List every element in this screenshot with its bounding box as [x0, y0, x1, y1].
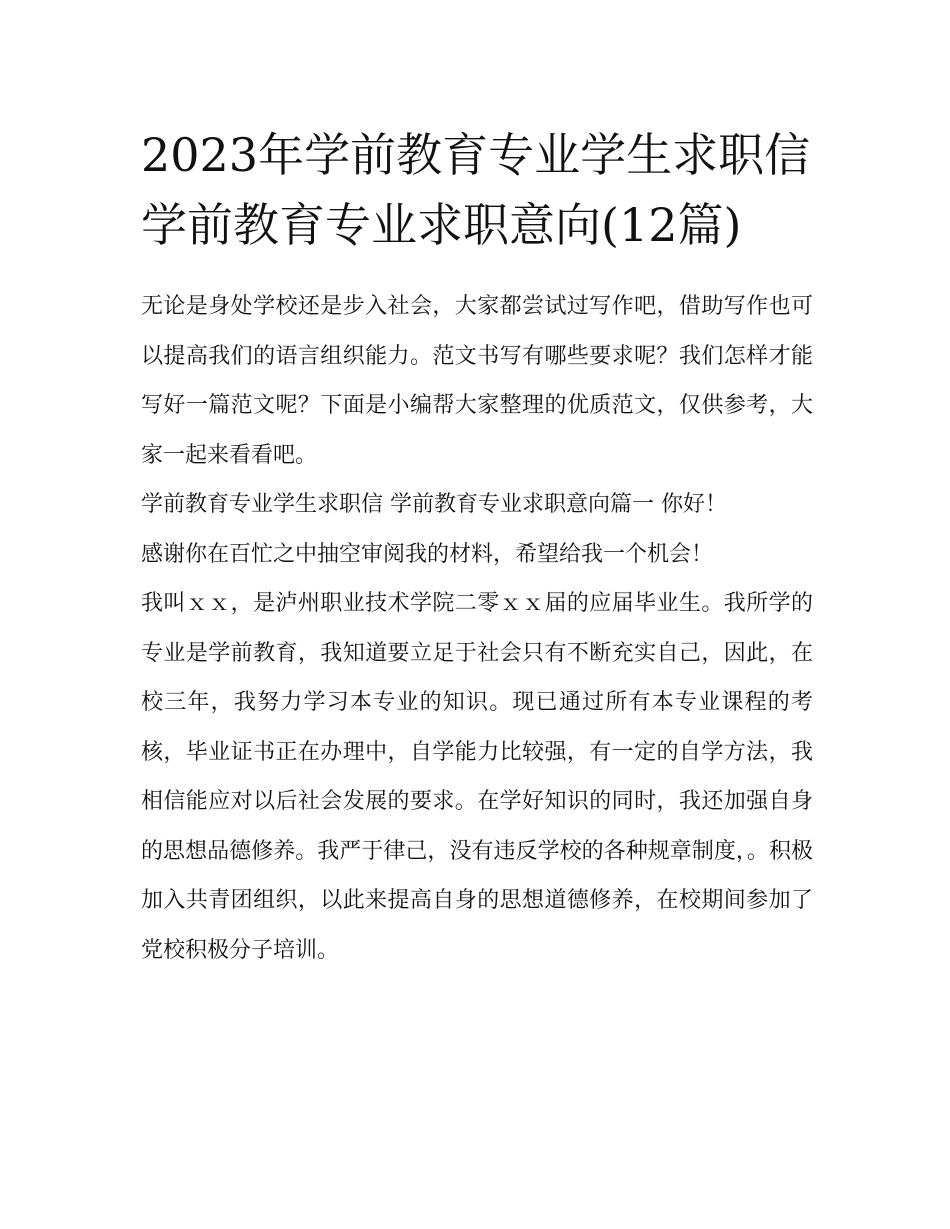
paragraph-thanks: 感谢你在百忙之中抽空审阅我的材料，希望给我一个机会！ — [141, 541, 714, 567]
paragraph-intro: 无论是身处学校还是步入社会，大家都尝试过写作吧，借助写作也可以提高我们的语言组织能力。范文书写有哪些要求呢？我们怎样才能写好一篇范文呢？下面是小编帮大家整理的优质范文，仅供参考，大家一起来看看吧。 — [141, 294, 813, 468]
paragraph-heading-greeting: 学前教育专业学生求职信 学前教育专业求职意向篇一 你好！ — [141, 492, 727, 517]
document-page — [141, 0, 813, 975]
paragraph-self-introduction: 我叫ｘｘ，是泸州职业技术学院二零ｘｘ届的应届毕业生。我所学的专业是学前教育，我知道要立足于社会只有不断充实自己，因此，在校三年，我努力学习本专业的知识。现已通过所有本专业课程的考核，毕业证书正在办理中，自学能力比较强，有一定的自学方法，我相信能应对以后社会发展的要求。在学好知识的同时，我还加强自身的思想品德修养。我严于律己，没有违反学校的各种规章制度，。积极加入共青团组织，以此来提高自身的思想道德修养，在校期间参加了党校积极分子培训。 — [141, 591, 813, 963]
document-title: 2023年学前教育专业学生求职信 学前教育专业求职意向(12篇) — [141, 128, 811, 252]
document-body — [141, 282, 813, 975]
